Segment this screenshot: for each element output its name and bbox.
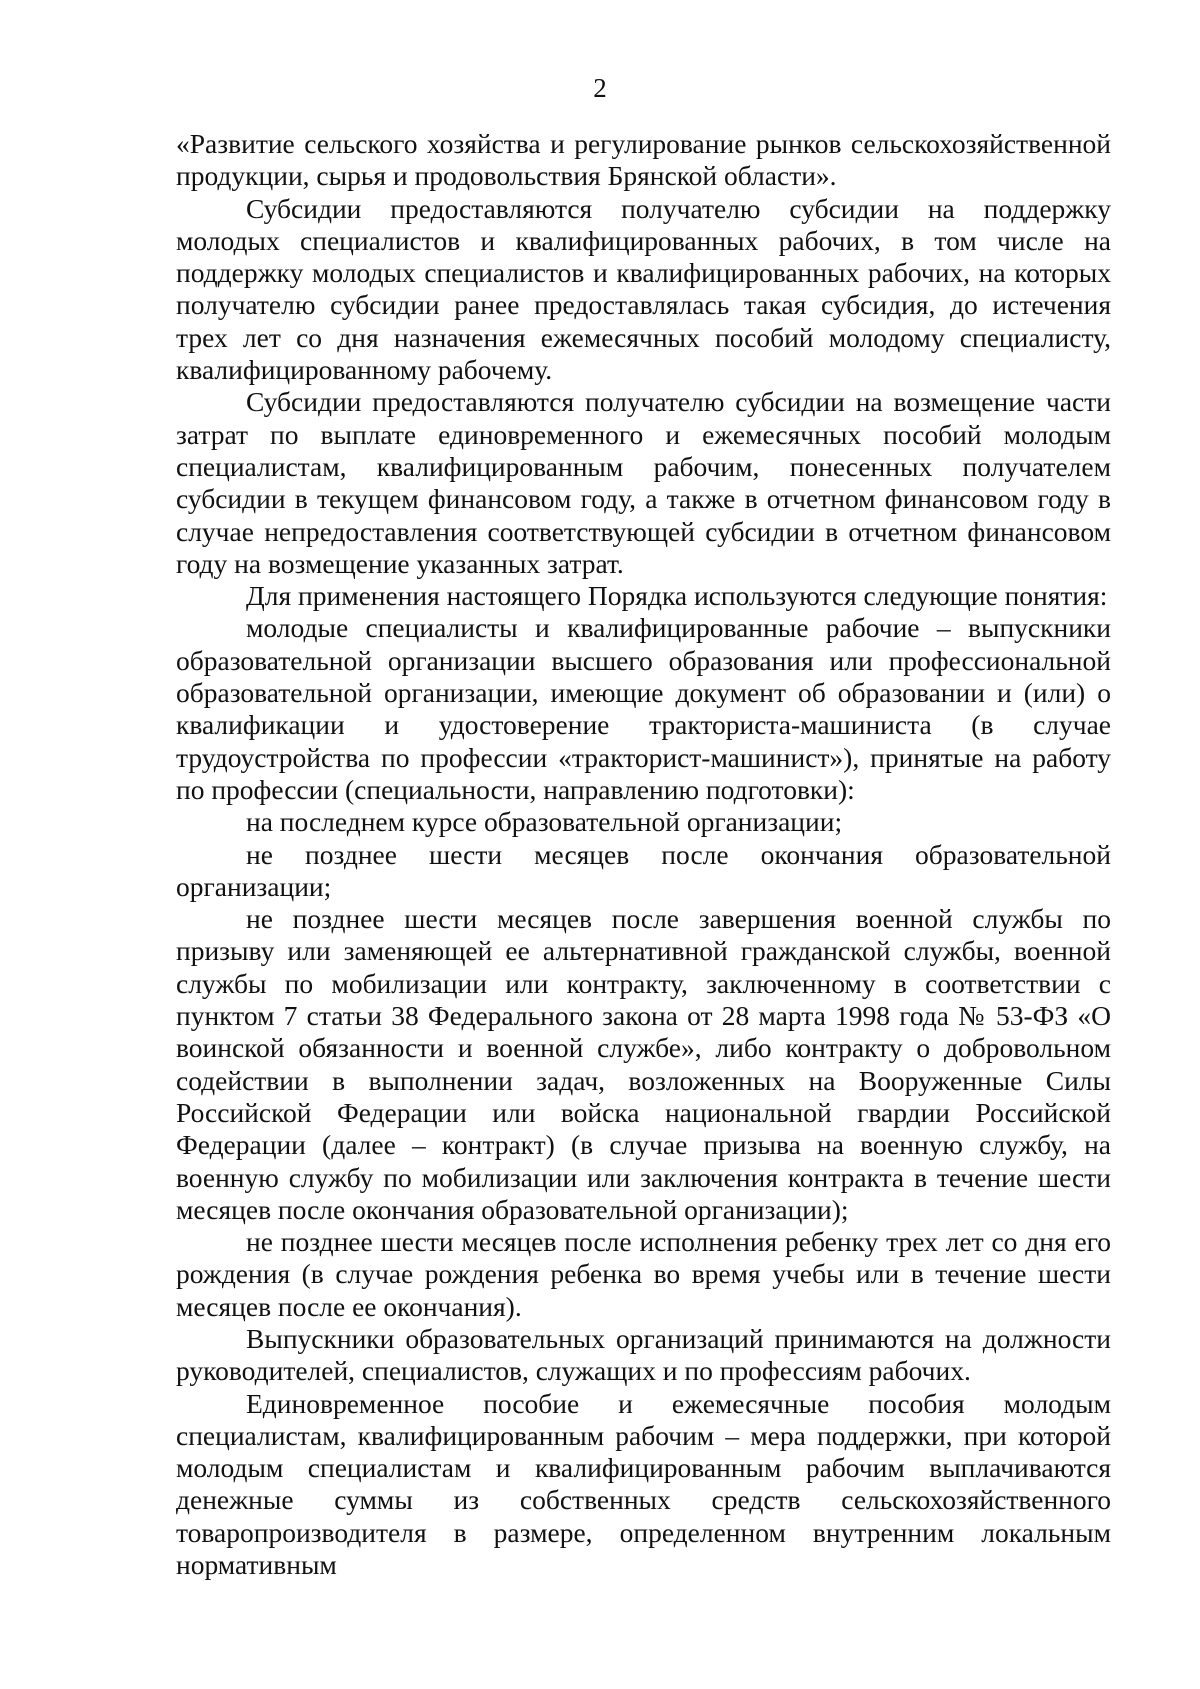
paragraph-9: не позднее шести месяцев после исполнения ребенку трех лет со дня его рождения (в случае рождения ребенка во время учебы или в течение шести месяцев после ее окончания). <box>176 1226 1111 1322</box>
paragraph-1: «Развитие сельского хозяйства и регулирование рынков сельскохозяйственной продукции, сырья и продовольствия Брянской области». <box>176 128 1111 192</box>
paragraph-6: на последнем курсе образовательной организации; <box>246 806 843 838</box>
paragraph-2: Субсидии предоставляются получателю субсидии на поддержку молодых специалистов и квалифицированных рабочих, в том числе на поддержку молодых специалистов и квалифицированных рабочих, на которых получателю субсидии ранее предоставлялась такая субсидия, до истечения трех лет со дня назначения ежемесячных пособий молодому специалисту, квалифицированному рабочему. <box>176 192 1111 386</box>
paragraph-4: Для применения настоящего Порядка используются следующие понятия: <box>246 580 1108 612</box>
paragraph-11: Единовременное пособие и ежемесячные пособия молодым специалистам, квалифицированным рабочим – мера поддержки, при которой молодым специалистам и квалифицированным рабочим выплачиваются денежные суммы из собственных средств сельскохозяйственного товаропроизводителя в размере, определенном внутренним локальным нормативным <box>176 1387 1111 1581</box>
paragraph-8: не позднее шести месяцев после завершения военной службы по призыву или заменяющей ее альтернативной гражданской службы, военной службы по мобилизации или контракту, заключенному в соответствии с пунктом 7 статьи 38 Федерального закона от 28 марта 1998 года № 53-ФЗ «О воинской обязанности и военной службе», либо контракту о добровольном содействии в выполнении задач, возложенных на Вооруженные Силы Российской Федерации или войска национальной гвардии Российской Федерации (далее – контракт) (в случае призыва на военную службу, на военную службу по мобилизации или заключения контракта в течение шести месяцев после окончания образовательной организации); <box>176 903 1111 1225</box>
document-body <box>176 128 1111 1581</box>
paragraph-7: не позднее шести месяцев после окончания образовательной организации; <box>176 838 1111 902</box>
paragraph-5: молодые специалисты и квалифицированные рабочие – выпускники образовательной организации высшего образования или профессиональной образовательной организации, имеющие документ об образовании и (или) о квалификации и удостоверение тракториста-машиниста (в случае трудоустройства по профессии «тракторист-машинист»), принятые на работу по профессии (специальности, направлению подготовки): <box>176 612 1111 805</box>
paragraph-10: Выпускники образовательных организаций принимаются на должности руководителей, специалистов, служащих и по профессиям рабочих. <box>176 1322 1111 1387</box>
paragraph-3: Субсидии предоставляются получателю субсидии на возмещение части затрат по выплате единовременного и ежемесячных пособий молодым специалистам, квалифицированным рабочим, понесенных получателем субсидии в текущем финансовом году, а также в отчетном финансовом году в случае непредоставления соответствующей субсидии в отчетном финансовом году на возмещение указанных затрат. <box>176 386 1111 579</box>
page-number: 2 <box>593 73 607 103</box>
